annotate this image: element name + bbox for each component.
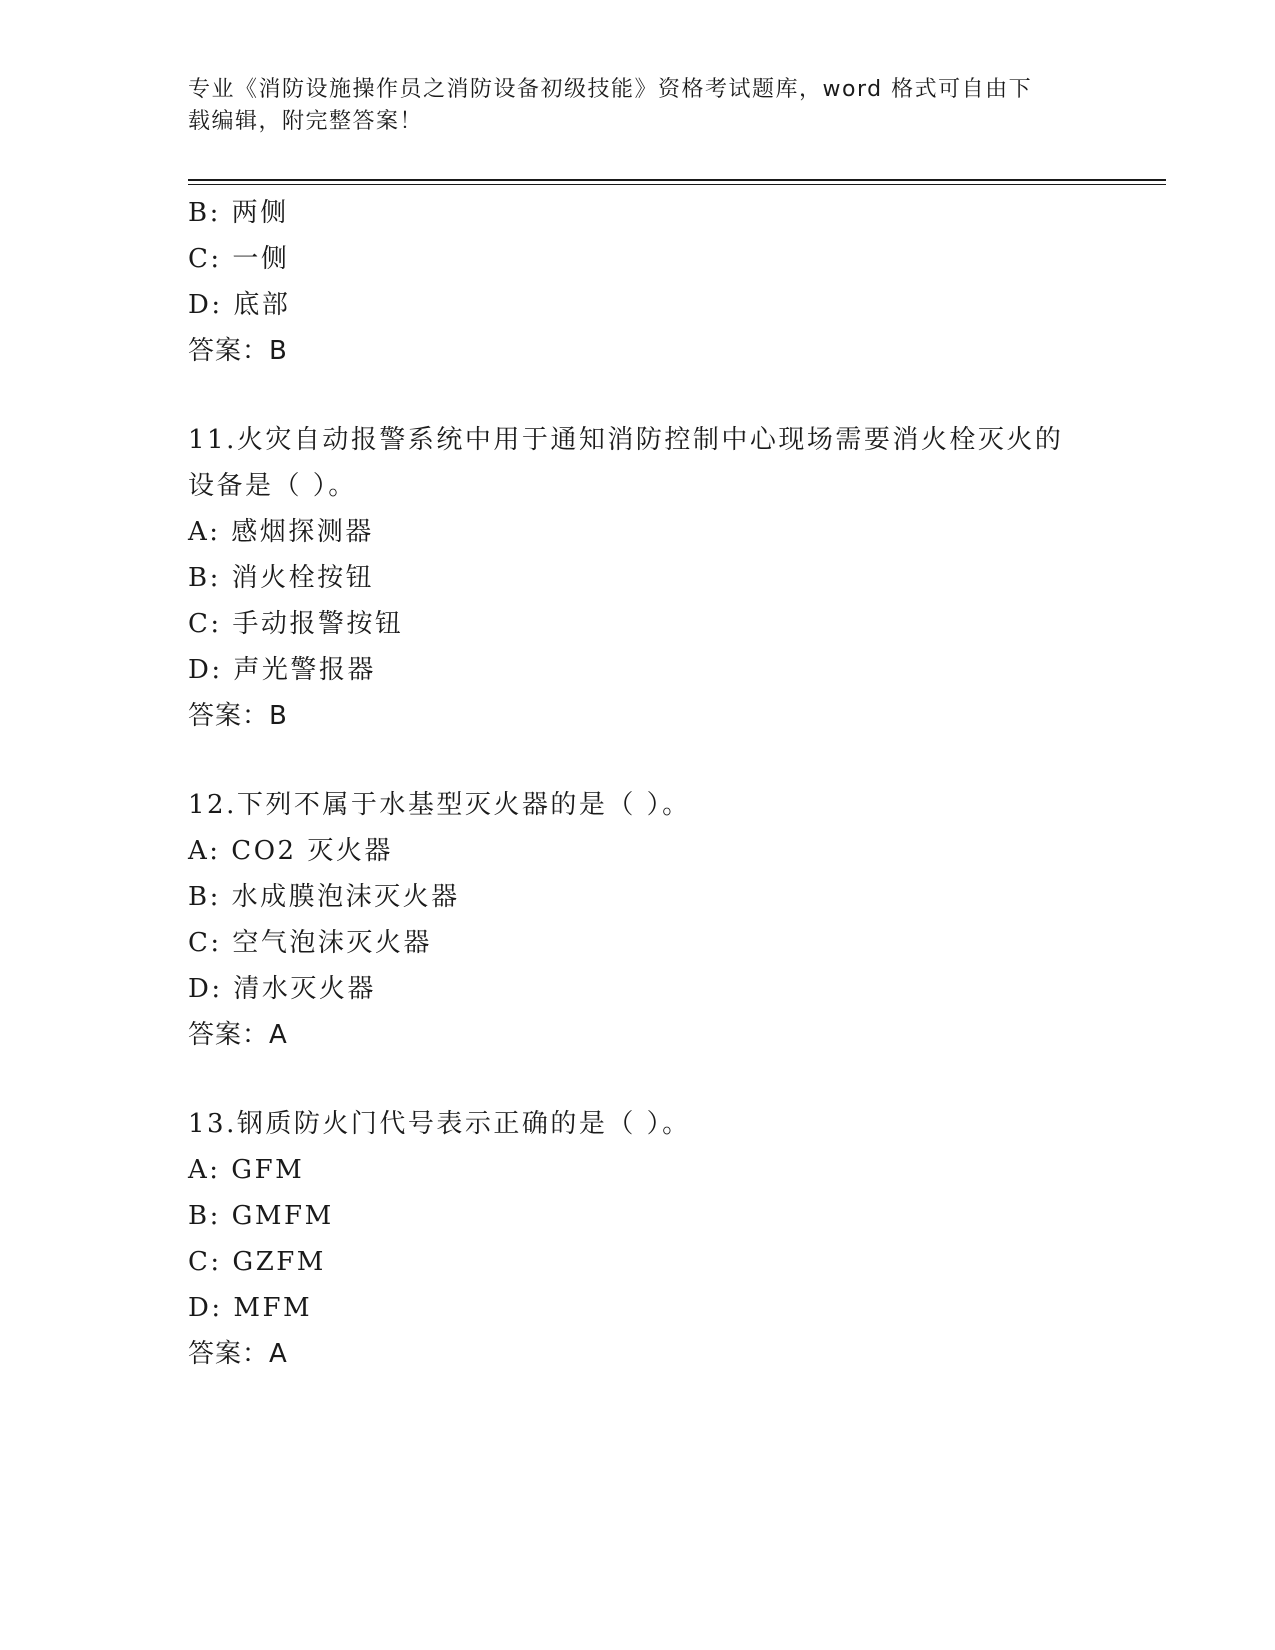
option-line: D: 清水灭火器 xyxy=(188,974,376,1004)
option-line: C: GZFM xyxy=(188,1247,326,1277)
header-divider-thin xyxy=(188,184,1166,185)
answer-line: 答案：B xyxy=(188,336,288,366)
option-line: A: CO2 灭火器 xyxy=(188,836,393,866)
question-spacer xyxy=(188,739,1088,782)
question-text: 设备是（ ）。 xyxy=(188,471,357,501)
question-text: 12.下列不属于水基型灭火器的是（ ）。 xyxy=(188,790,691,820)
header-line-2: 载编辑，附完整答案！ xyxy=(188,109,424,134)
option-line: C: 手动报警按钮 xyxy=(188,609,404,639)
option-line: D: 底部 xyxy=(188,290,291,320)
question-text: 13.钢质防火门代号表示正确的是（ ）。 xyxy=(188,1109,691,1139)
option-line: A: GFM xyxy=(188,1155,305,1185)
question-text: 11.火灾自动报警系统中用于通知消防控制中心现场需要消火栓灭火的 xyxy=(188,425,1064,455)
header-divider-thick xyxy=(188,179,1166,181)
option-line: D: 声光警报器 xyxy=(188,655,376,685)
option-line: C: 空气泡沫灭火器 xyxy=(188,928,432,958)
header-line-1: 专业《消防设施操作员之消防设备初级技能》资格考试题库，word 格式可自由下 xyxy=(188,77,1033,102)
document-header xyxy=(188,74,1088,138)
option-line: B: 消火栓按钮 xyxy=(188,563,375,593)
question-list xyxy=(188,190,1088,1377)
option-line: A: 感烟探测器 xyxy=(188,517,374,547)
question-spacer xyxy=(188,1058,1088,1101)
answer-line: 答案：A xyxy=(188,1020,288,1050)
option-line: C: 一侧 xyxy=(188,244,290,274)
answer-line: 答案：A xyxy=(188,1339,288,1369)
answer-line: 答案：B xyxy=(188,701,288,731)
option-line: B: 水成膜泡沫灭火器 xyxy=(188,882,460,912)
option-line: B: 两侧 xyxy=(188,198,289,228)
option-line: B: GMFM xyxy=(188,1201,334,1231)
option-line: D: MFM xyxy=(188,1293,313,1323)
question-spacer xyxy=(188,374,1088,417)
